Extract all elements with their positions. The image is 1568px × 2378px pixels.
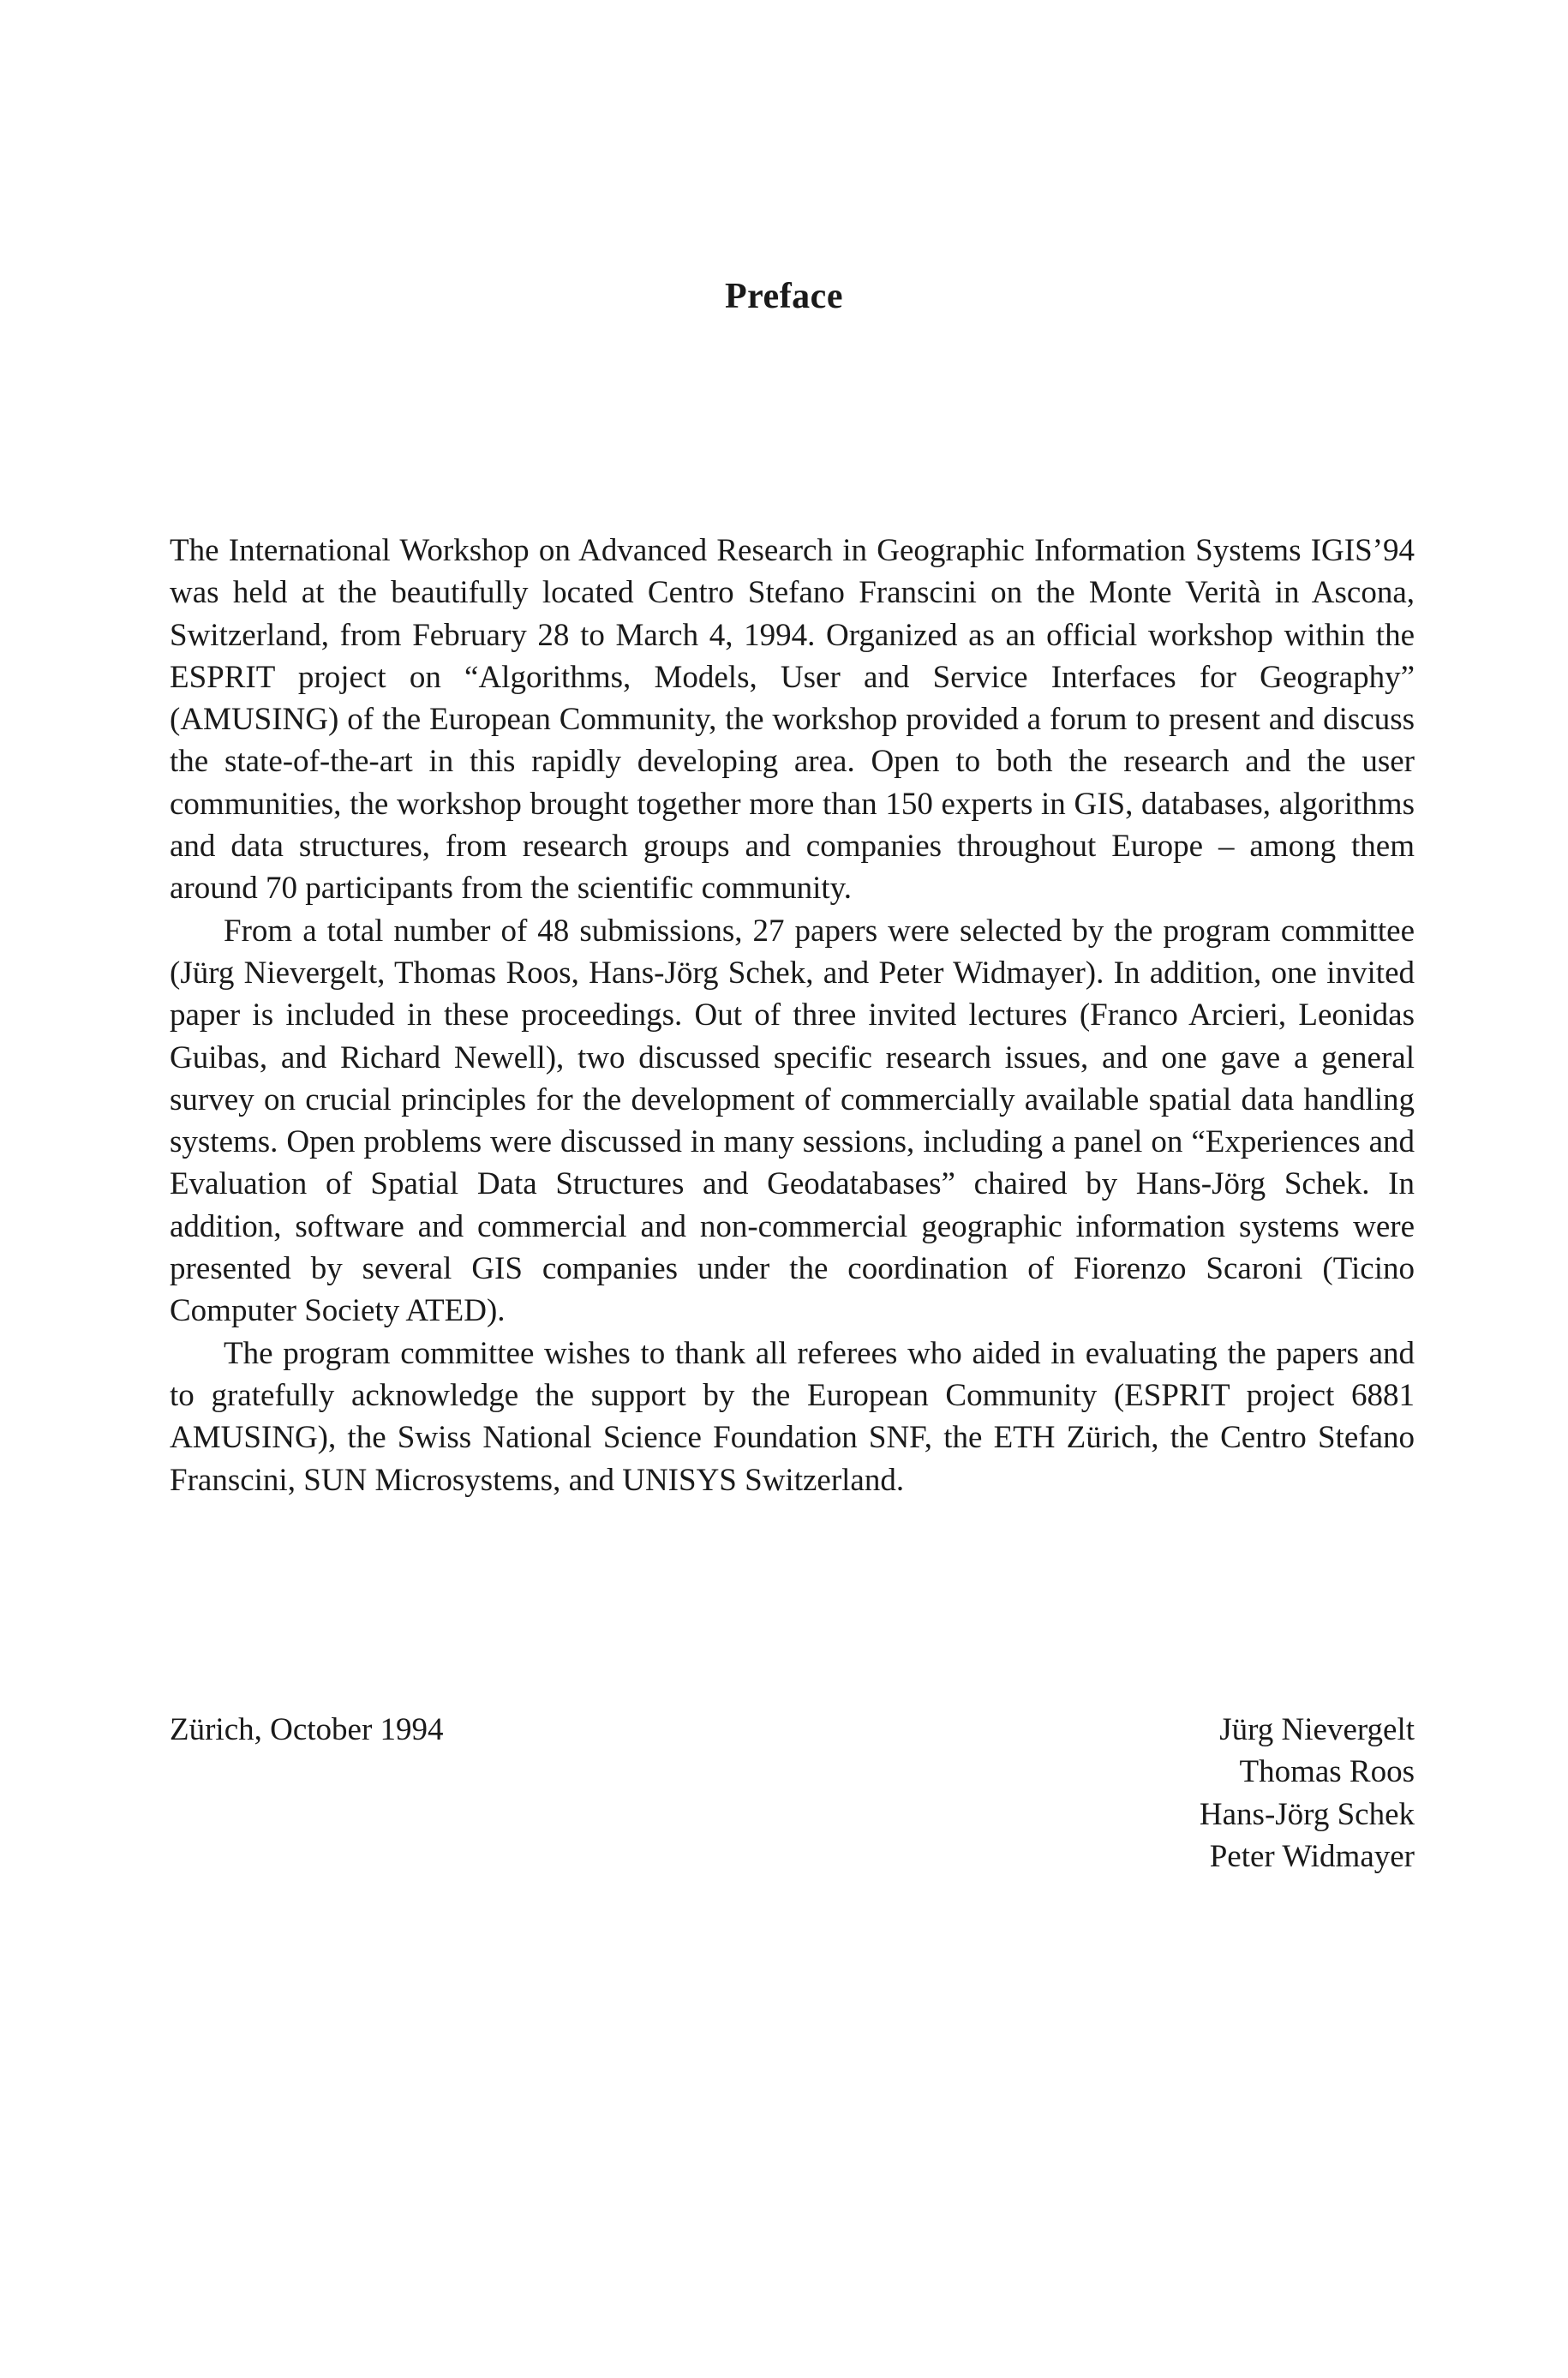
- paragraph-1: The International Workshop on Advanced Research in Geographic Information Systems IGIS’94 was held at the beautifully located Centro Stefano Franscini on the Monte Verità in Ascona, Switzerland, from February 28 to March 4, 1994. Organized as an official workshop within the ESPRIT project on “Algorithms, Models, User and Service Interfaces for Geography” (AMUSING) of the European Community, the workshop provided a forum to present and discuss the state-of-the-art in this rapidly developing area. Open to both the research and the user communities, the workshop brought together more than 150 experts in GIS, databases, algorithms and data structures, from research groups and companies throughout Europe – among them around 70 participants from the scientific community.: [170, 533, 1415, 907]
- signatory-name: Peter Widmayer: [1209, 1838, 1415, 1874]
- signatory-name: Hans-Jörg Schek: [1199, 1796, 1415, 1832]
- page-title: Preface: [725, 277, 843, 316]
- paragraph-2: From a total number of 48 submissions, 27 papers were selected by the program committee (Jürg Nievergelt, Thomas Roos, Hans-Jörg Schek, and Peter Widmayer). In addition, one invited paper is included in these proceedings. Out of three invited lectures (Franco Arcieri, Leonidas Guibas, and Richard Newell), two discussed specific research issues, and one gave a general survey on crucial principles for the development of commercially available spatial data handling systems. Open problems were discussed in many sessions, including a panel on “Experiences and Evaluation of Spatial Data Structures and Geodatabases” chaired by Hans-Jörg Schek. In addition, software and commercial and non-commercial geographic information systems were presented by several GIS companies under the coordination of Fiorenzo Scaroni (Ticino Computer Society ATED).: [170, 913, 1415, 1329]
- signatory-name: Thomas Roos: [1239, 1754, 1415, 1790]
- preface-body: [170, 530, 1415, 1501]
- paragraph-3: The program committee wishes to thank all referees who aided in evaluating the papers and to gratefully acknowledge the support by the European Community (ESPRIT project 6881 AMUSING), the Swiss National Science Foundation SNF, the ETH Zürich, the Centro Stefano Franscini, SUN Microsystems, and UNISYS Switzerland.: [170, 1335, 1415, 1498]
- place-date: Zürich, October 1994: [170, 1712, 444, 1747]
- signatory-name: Jürg Nievergelt: [1219, 1712, 1415, 1747]
- signatories-list: [1200, 1709, 1415, 1878]
